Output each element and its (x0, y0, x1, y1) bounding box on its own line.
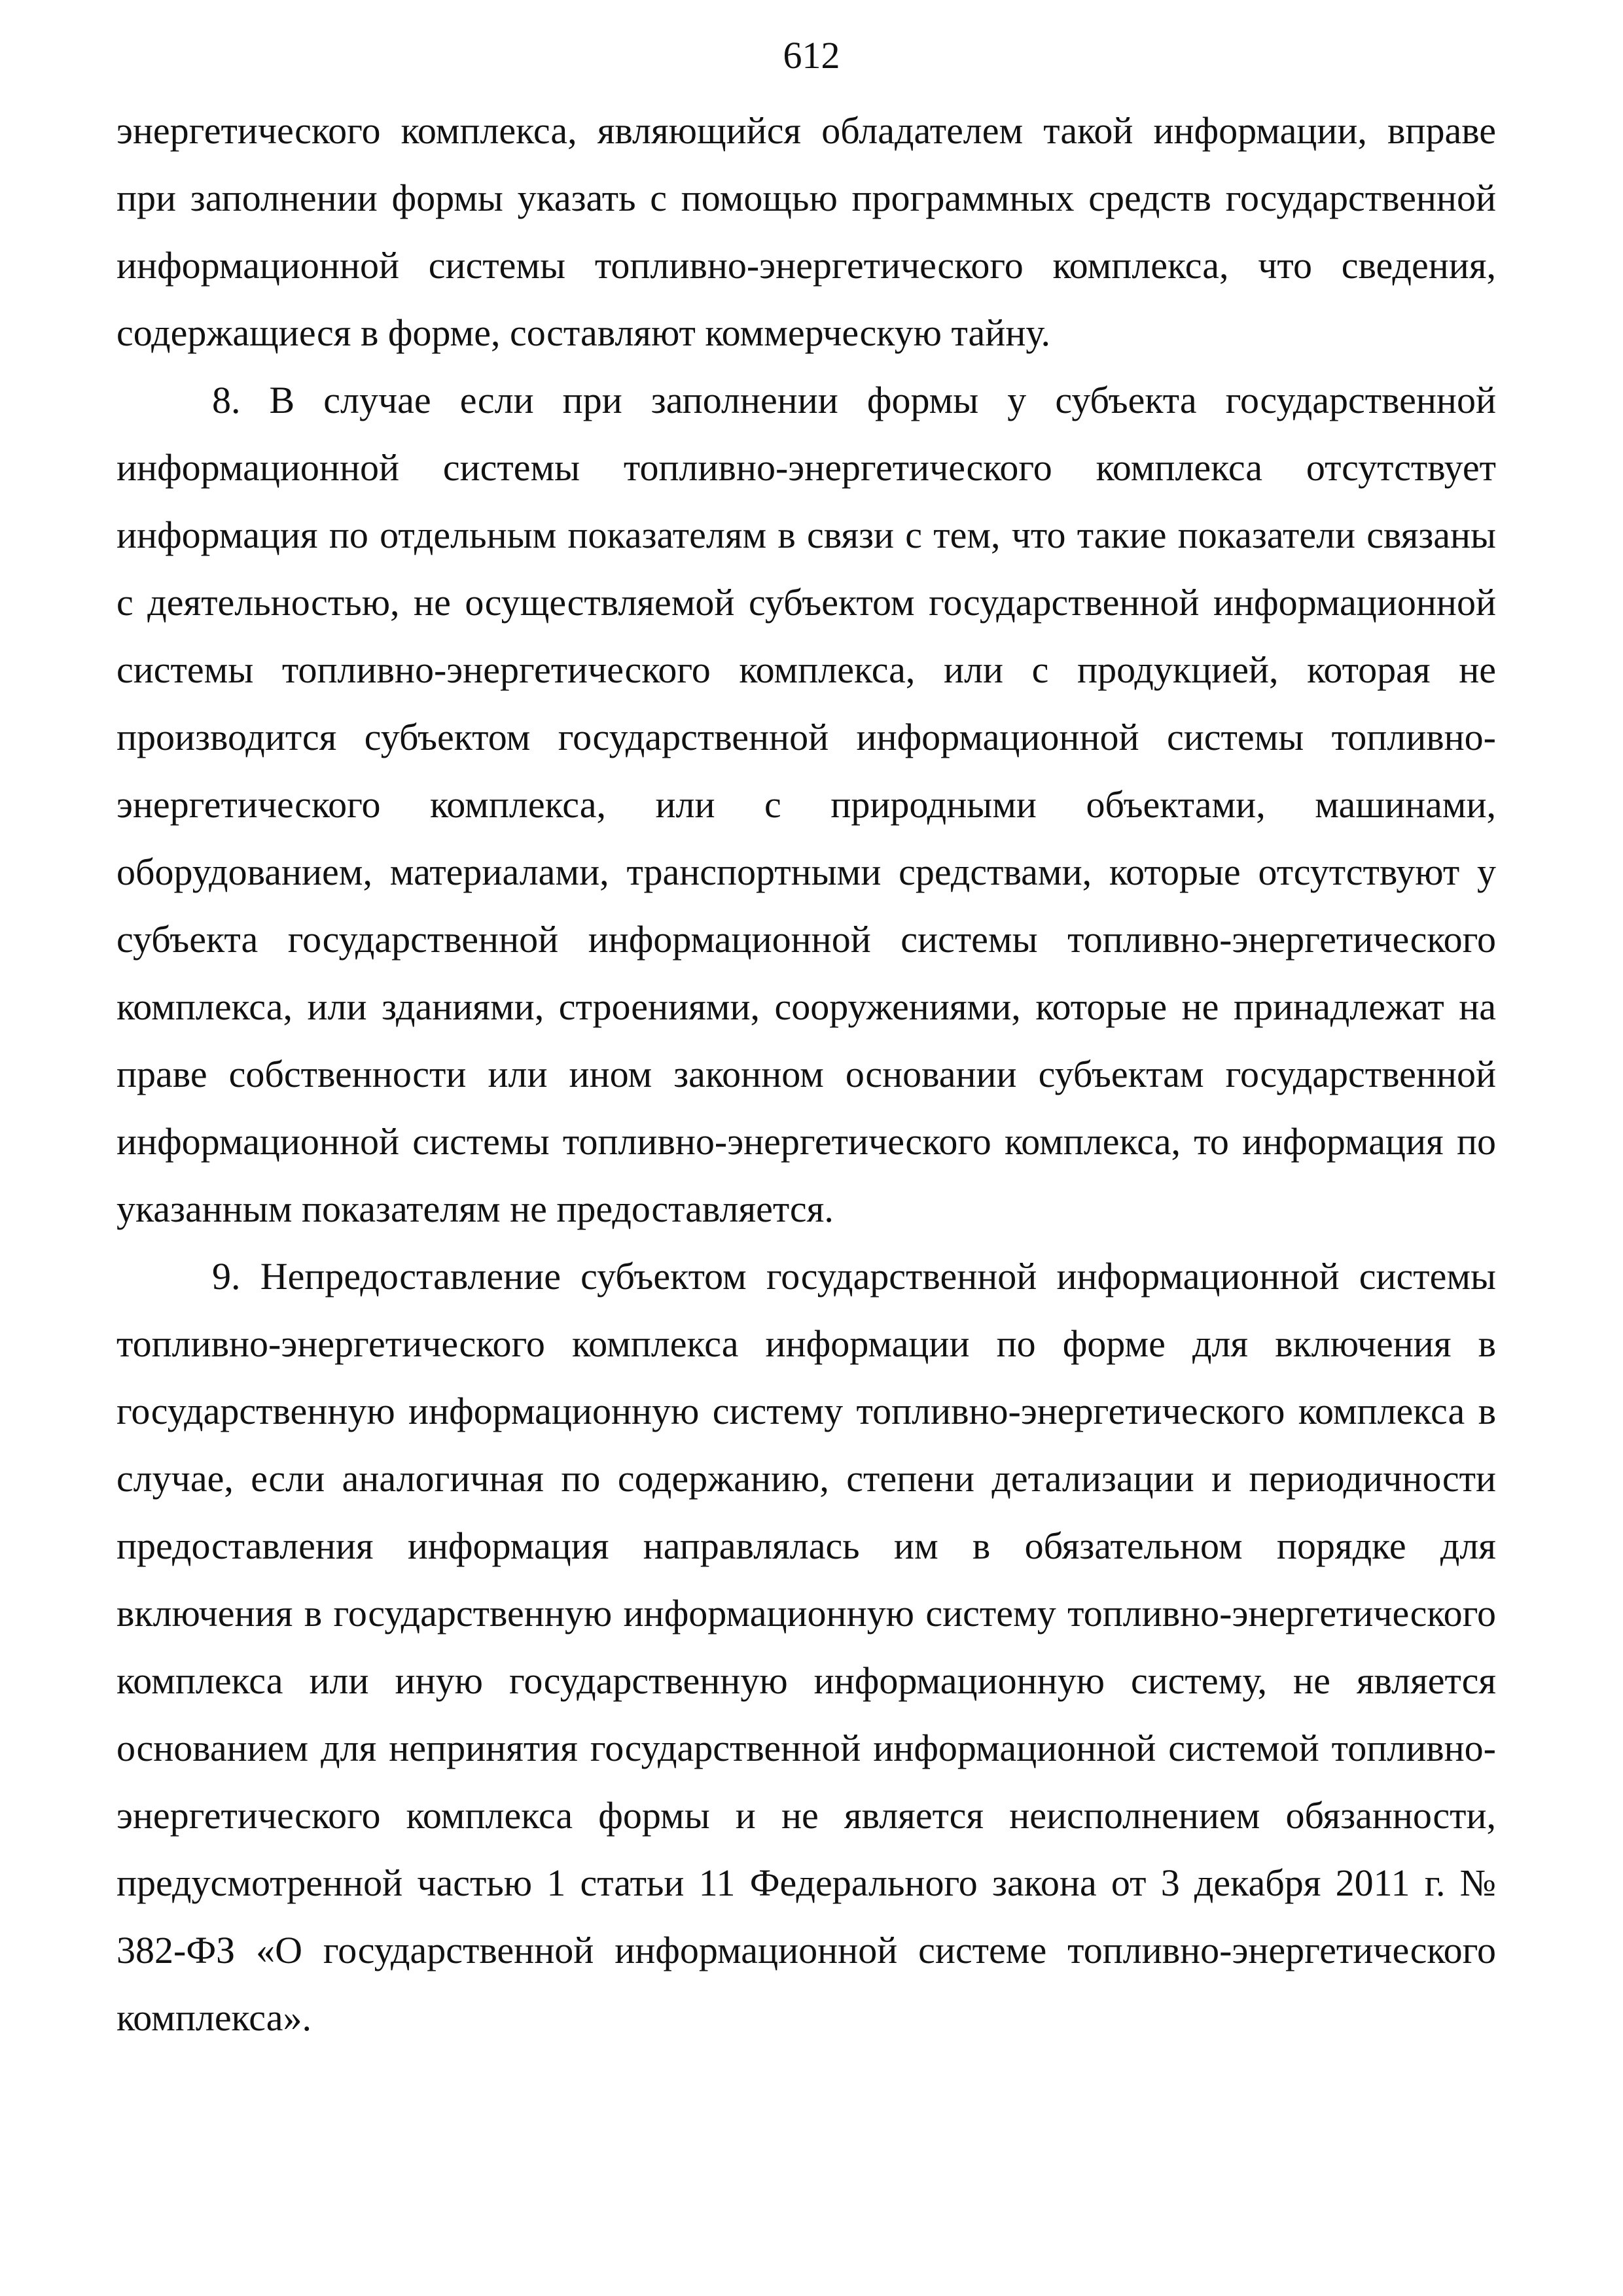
page-number: 612 (783, 34, 840, 77)
document-body (116, 97, 1496, 2051)
paragraph-9: 9. Непредоставление субъектом государственной информационной системы топливно-энергетического комплекса информации по форме для включения в государственную информационную систему топливно-энергетического комплекса в случае, если аналогичная по содержанию, степени детализации и периодичности предоставления информация направлялась им в обязательном порядке для включения в государственную информационную систему топливно-энергетического комплекса или иную государственную информационную систему, не является основанием для непринятия государственной информационной системой топливно-энергетического комплекса формы и не является неисполнением обязанности, предусмотренной частью 1 статьи 11 Федерального закона от 3 декабря 2011 г. № 382-ФЗ «О государственной информационной системе топливно-энергетического комплекса». (116, 1255, 1496, 2039)
paragraph-continuation: энергетического комплекса, являющийся обладателем такой информации, вправе при заполнении формы указать с помощью программных средств государственной информационной системы топливно-энергетического комплекса, что сведения, содержащиеся в форме, составляют коммерческую тайну. (116, 109, 1496, 354)
paragraph-8: 8. В случае если при заполнении формы у субъекта государственной информационной системы топливно-энергетического комплекса отсутствует информация по отдельным показателям в связи с тем, что такие показатели связаны с деятельностью, не осуществляемой субъектом государственной информационной системы топливно-энергетического комплекса, или с продукцией, которая не производится субъектом государственной информационной системы топливно-энергетического комплекса, или с природными объектами, машинами, оборудованием, материалами, транспортными средствами, которые отсутствуют у субъекта государственной информационной системы топливно-энергетического комплекса, или зданиями, строениями, сооружениями, которые не принадлежат на праве собственности или ином законном основании субъектам государственной информационной системы топливно-энергетического комплекса, то информация по указанным показателям не предоставляется. (116, 379, 1496, 1230)
